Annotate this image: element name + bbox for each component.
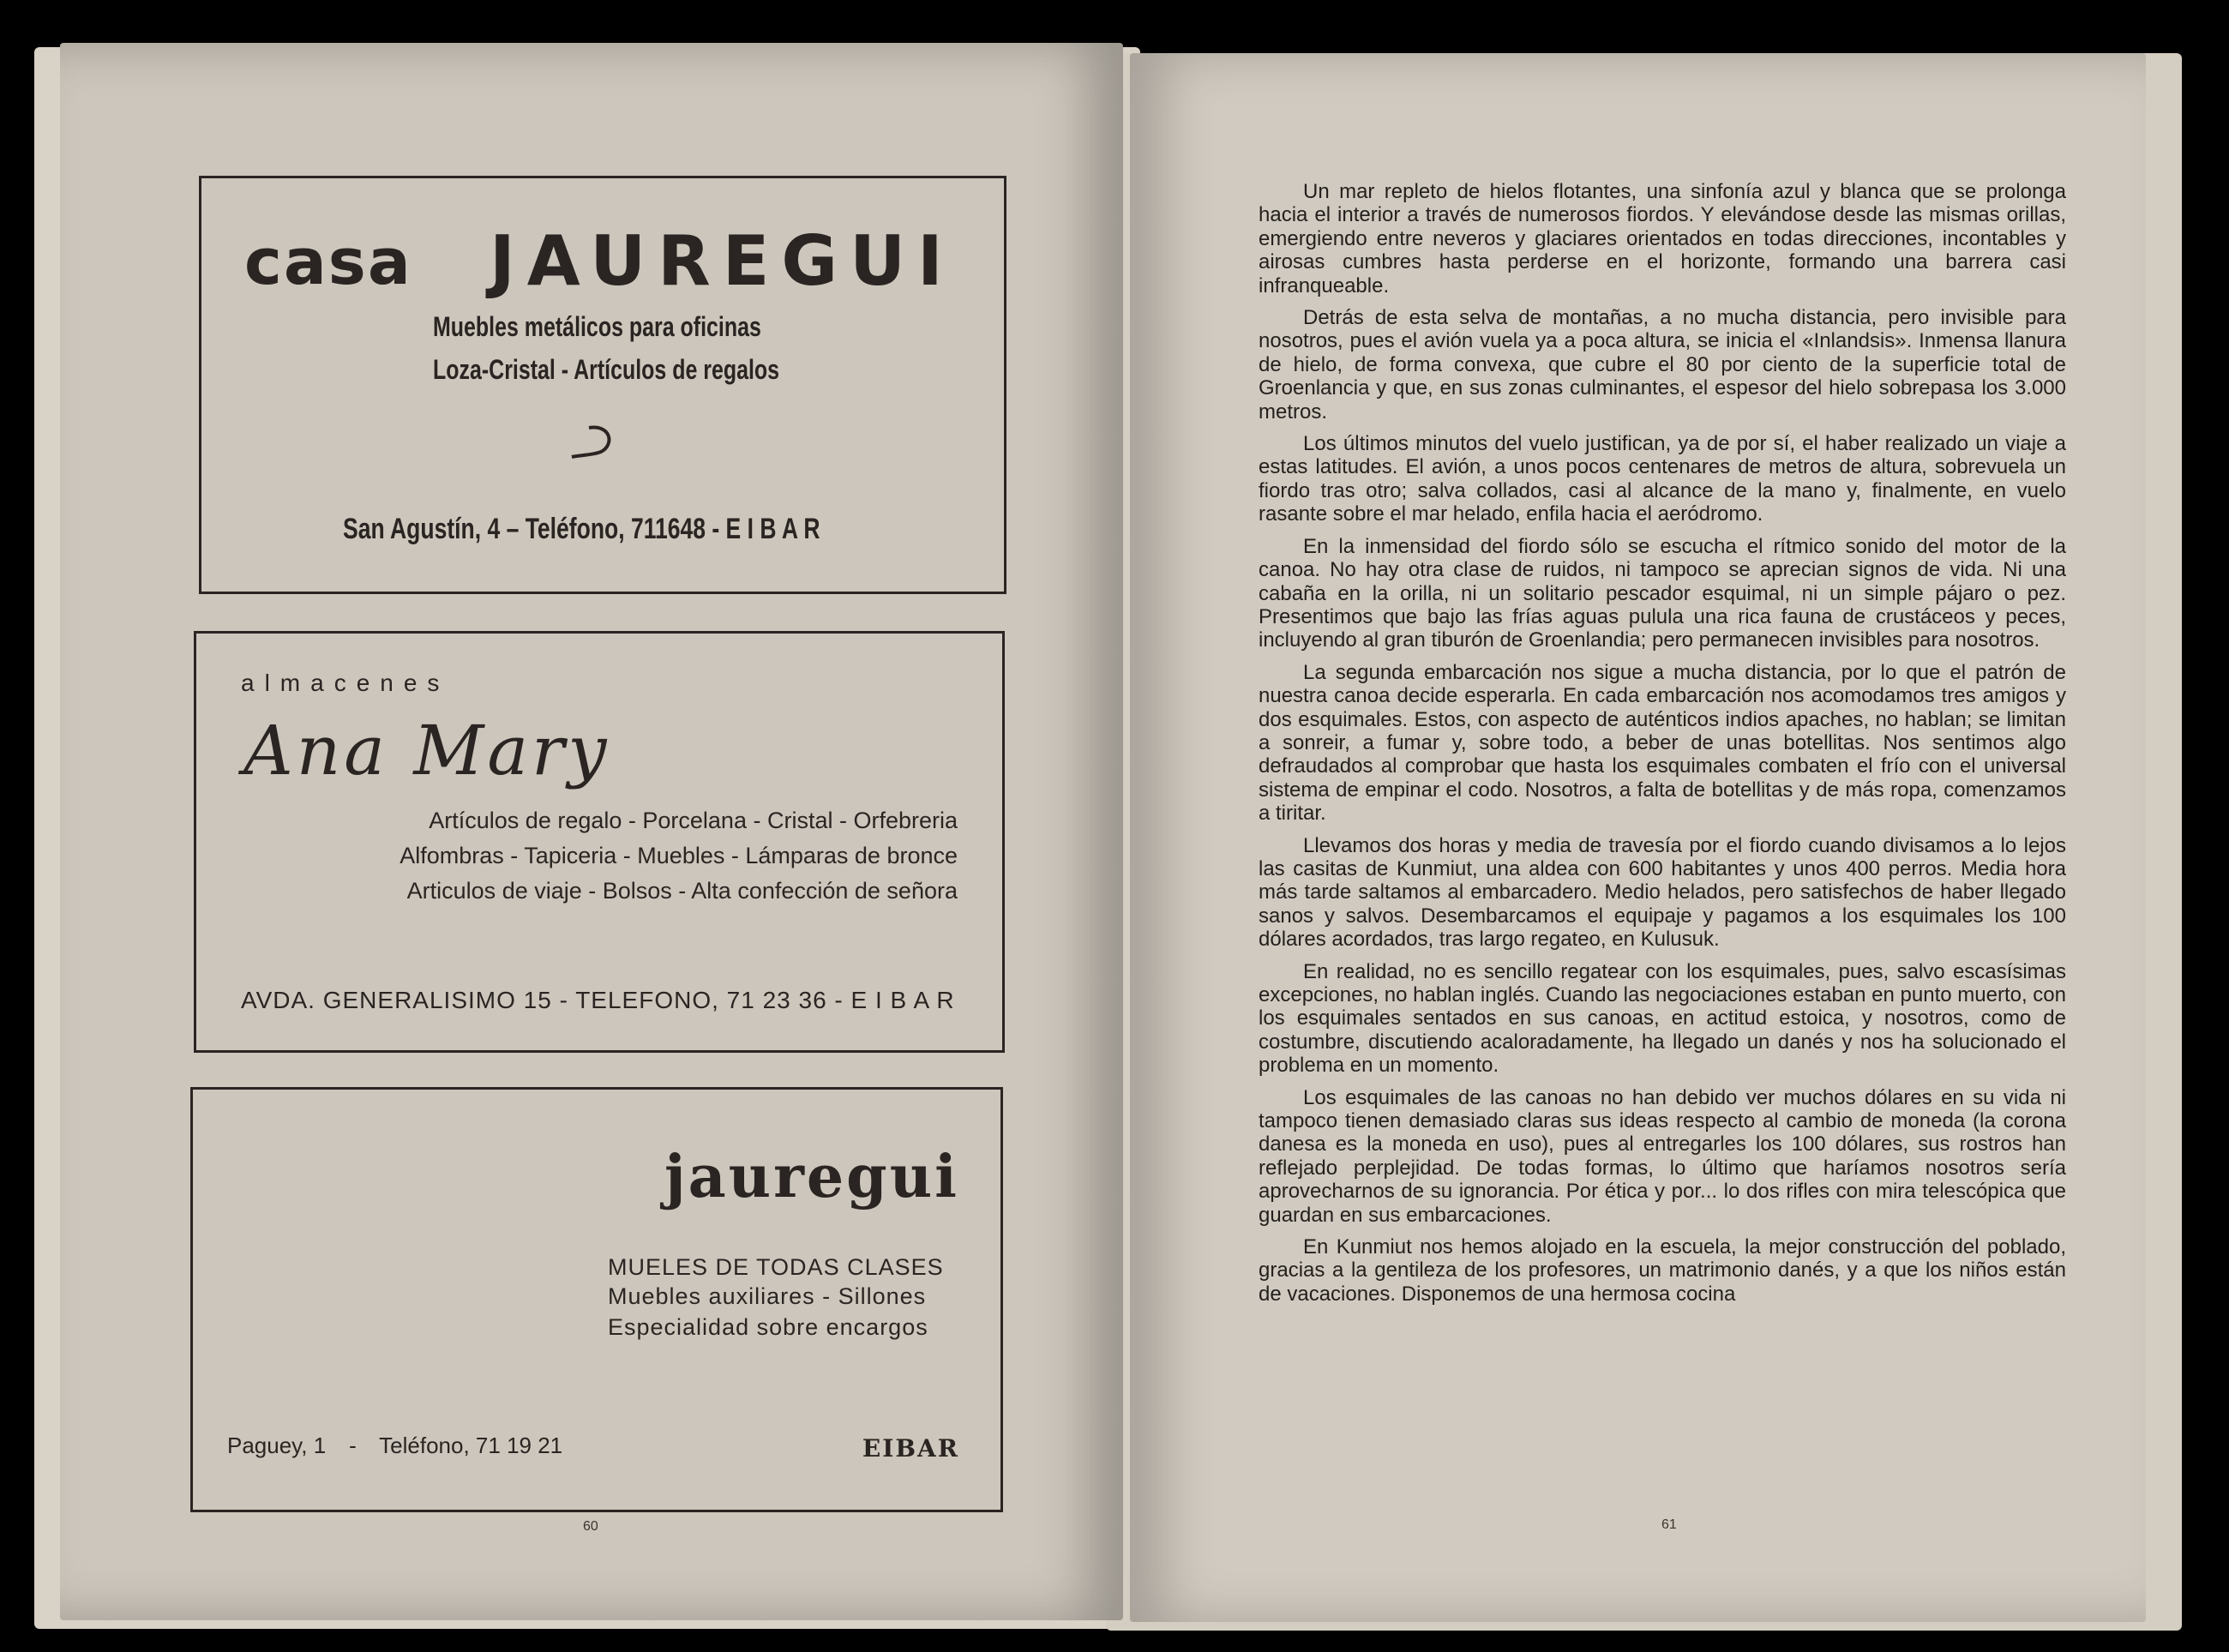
ad-almacenes-ana-mary — [194, 631, 1005, 1053]
page-number-left: 60 — [583, 1519, 598, 1534]
ad3-line2: Muebles auxiliares - Sillones — [608, 1283, 927, 1309]
ad2-name: Ana Mary — [243, 711, 610, 790]
ad3-city: EIBAR — [862, 1434, 959, 1463]
article-paragraph: Un mar repleto de hielos flotantes, una sinfonía azul y blanca que se prolonga hacia el interior a través de numerosos fiordos. Y elevándose desde las mismas orillas, emergiendo entre neveros y glaciares orientados en todas direcciones, incontables y airosas cumbres hasta perderse en el horizonte, formando una barrera casi infranqueable. — [1259, 180, 2066, 297]
ad3-name: jauregui — [664, 1143, 959, 1211]
ad2-line2: Alfombras - Tapiceria - Muebles - Lámparas de bronce — [400, 843, 958, 868]
ad3-line1: MUELES DE TODAS CLASES — [608, 1254, 944, 1280]
ad2-line1: Artículos de regalo - Porcelana - Cristal - Orfebreria — [429, 808, 958, 833]
ad-casa-jauregui — [199, 176, 1006, 594]
page-number-right: 61 — [1661, 1517, 1677, 1532]
ad1-line2: Loza-Cristal - Artículos de regalos — [433, 354, 780, 385]
ad1-line1: Muebles metálicos para oficinas — [433, 311, 761, 342]
article-paragraph: En Kunmiut nos hemos alojado en la escuela, la mejor construcción del poblado, gracias a la gentileza de los profesores, un matrimonio danés, y a que los niños están de vacaciones. Disponemos de una hermosa cocina — [1259, 1235, 2066, 1306]
article-paragraph: En la inmensidad del fiordo sólo se escucha el rítmico sonido del motor de la canoa. No hay otra clase de ruidos, ni tampoco se aprecian signos de vida. Ni una cabaña en la orilla, ni un solitario pescador esquimal, ni un simple pájaro o pez. Presentimos que bajo las frías aguas pulula una rica fauna de crustáceos y peces, incluyendo al gran tiburón de Groenlandia; pero permanecen invisibles para nosotros. — [1259, 534, 2066, 652]
ad1-address: San Agustín, 4 – Teléfono, 711648 - E I B A R — [343, 513, 820, 545]
ad2-address: AVDA. GENERALISIMO 15 - TELEFONO, 71 23 36 - E I B A R — [241, 987, 955, 1013]
signature-mark — [570, 423, 630, 465]
article-paragraph: Llevamos dos horas y media de travesía por el fiordo cuando divisamos a lo lejos las casitas de Kunmiut, una aldea con 600 habitantes y unos 400 perros. Media hora más tarde saltamos al embarcadero. Medio helados, pero satisfechos de haber llegado sanos y salvos. Desembarcamos el equipaje y pagamos a los esquimales los 100 dólares acordados, tras largo regateo, en Kulusuk. — [1259, 833, 2066, 952]
ad3-phone: Teléfono, 71 19 21 — [379, 1433, 563, 1458]
ad3-separator: - — [349, 1433, 357, 1458]
ad1-brand-name: JAUREGUI — [490, 221, 955, 301]
article-text — [1259, 180, 2066, 1314]
ad2-line3: Articulos de viaje - Bolsos - Alta confección de señora — [406, 878, 958, 904]
ad3-street: Paguey, 1 — [227, 1433, 327, 1458]
article-paragraph: Detrás de esta selva de montañas, a no mucha distancia, pero invisible para nosotros, pues el avión vuela ya a poca altura, se inicia el «Inlandsis». Inmensa llanura de hielo, de forma convexa, que cubre el 80 por ciento de la superficie total de Groenlancia y que, en sus zonas culminantes, el espesor del hielo sobrepasa los 3.000 metros. — [1259, 306, 2066, 424]
ad3-line3: Especialidad sobre encargos — [608, 1314, 928, 1340]
ad2-prefix: almacenes — [241, 670, 450, 696]
article-paragraph: Los últimos minutos del vuelo justifican, ya de por sí, el haber realizado un viaje a estas latitudes. El avión, a unos pocos centenares de metros de altura, sobrevuela un fiordo tras otro; salva collados, casi al alcance de la mano y, finalmente, en vuelo rasante sobre el mar helado, enfila hacia el aeródromo. — [1259, 432, 2066, 526]
article-paragraph: En realidad, no es sencillo regatear con los esquimales, pues, salvo escasísimas excepciones, no hablan inglés. Cuando las negociaciones estaban en punto muerto, con los esquimales sentados en sus canoas, en actitud estoica, y nosotros, como de costumbre, discutiendo acaloradamente, ha llegado un danés y nos ha solucionado el problema en un momento. — [1259, 959, 2066, 1078]
article-paragraph: La segunda embarcación nos sigue a mucha distancia, por lo que el patrón de nuestra canoa decide esperarla. En cada embarcación nos acomodamos tres amigos y dos esquimales. Estos, con aspecto de auténticos indios apaches, no hablan; se limitan a sonreir, a fumar y, sobre todo, a beber de unas botellitas. Nos sentimos algo defraudados al comprobar que hasta los esquimales combaten el frío con el universal sistema de empinar el codo. Nosotros, a falta de botellitas y de más ropa, comenzamos a tiritar. — [1259, 660, 2066, 826]
article-paragraph: Los esquimales de las canoas no han debido ver muchos dólares en su vida ni tampoco tienen demasiado claras sus ideas respecto al cambio de moneda (la corona danesa es la moneda en uso), pues al entregarles los 100 dólares, sus rostros han reflejado perplejidad. De todas formas, lo último que haríamos nosotros sería aprovecharnos de su ignorancia. Por ética y por... lo dos rifles con mira telescópica que guardan en sus embarcaciones. — [1259, 1085, 2066, 1227]
ad1-brand-prefix: casa — [244, 225, 412, 299]
ad-jauregui — [190, 1087, 1003, 1512]
ad3-contact — [227, 1433, 562, 1459]
